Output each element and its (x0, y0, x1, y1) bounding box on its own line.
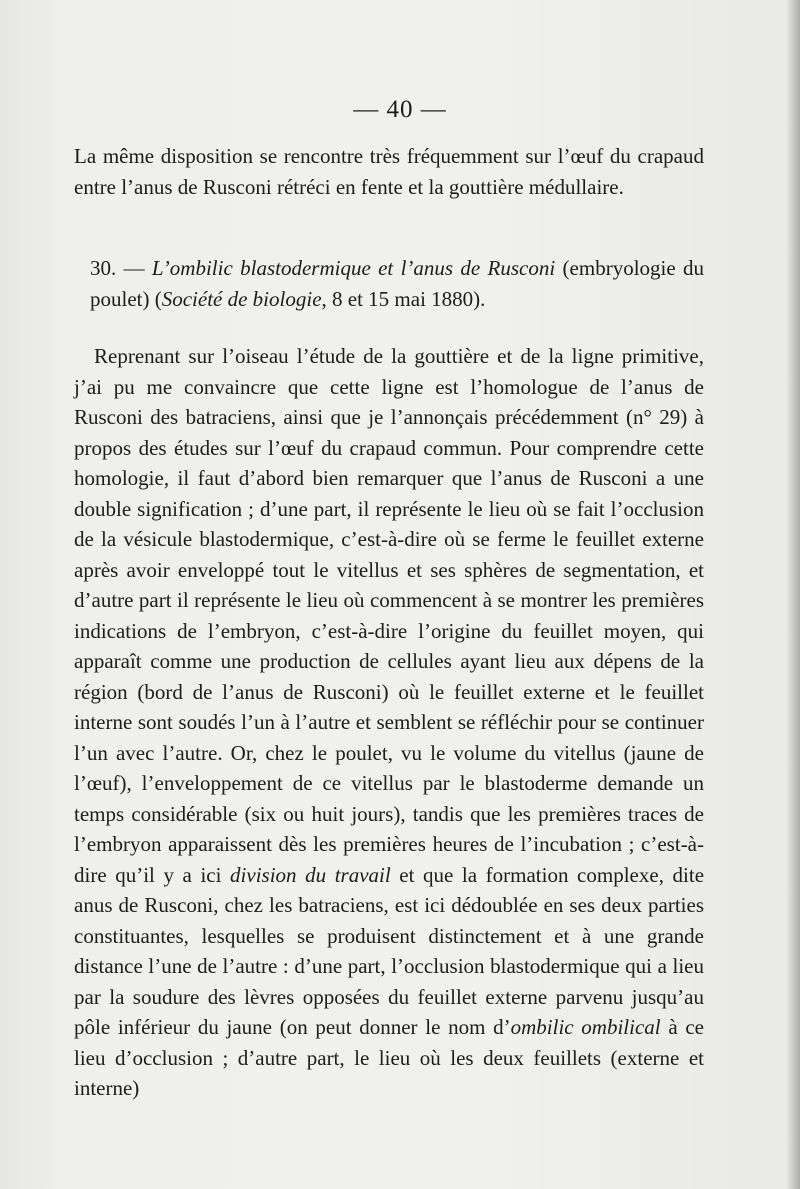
paragraph-1: La même disposition se rencontre très fréquemment sur l’œuf du crapaud entre l’anus de Rusconi rétréci en fente et la gouttière médullaire. (74, 144, 704, 199)
paragraph-main (74, 341, 704, 1104)
section-number: 30. — (90, 256, 145, 280)
page-edge-shadow (786, 0, 800, 1189)
section-subtitle: (embryologie du poulet) ( (90, 256, 705, 311)
section-heading (90, 253, 704, 314)
section-date: , 8 et 15 mai 1880). (321, 286, 486, 311)
section-title: L’ombilic blastodermique et l’anus de Rusconi (151, 256, 556, 280)
section-source: Société de biologie (161, 286, 322, 311)
paragraph-main-part3: à ce lieu d’occlusion ; d’autre part, le lieu où les deux feuillets (externe et interne) (74, 1015, 705, 1100)
italic-ombilic-ombilical: ombilic ombilical (510, 1015, 661, 1039)
page-number: — 40 — (353, 96, 447, 123)
italic-division-du-travail: division du travail (230, 862, 391, 887)
paragraph-main-part2: et que la formation complexe, dite anus de Rusconi, chez les batraciens, est ici dédoublée en ses deux parties constituantes, lesquelles se produisent distinctement et à une grande distance l’une de l’autre : d’une part, l’occlusion blastodermique qui a lieu par la soudure des lèvres opposées du feuillet externe parvenu jusqu’au pôle inférieur du jaune (on peut donner le nom d’ (74, 862, 705, 1039)
paragraph-main-part1: Reprenant sur l’oiseau l’étude de la gouttière et de la ligne primitive, j’ai pu me convaincre que cette ligne est l’homologue de l’anus de Rusconi des batraciens, ainsi que je l’annonçais précédemment (n° 29) à propos des études sur l’œuf du crapaud commun. Pour comprendre cette homologie, il faut d’abord bien remarquer que l’anus de Rusconi a une double signification ; d’une part, il représente le lieu où se fait l’occlusion de la vésicule blastodermique, c’est-à-dire où se ferme le feuillet externe après avoir enveloppé tout le vitellus et ses sphères de segmentation, et d’autre part il représente le lieu où commencent à se montrer les premières indications de l’embryon, c’est-à-dire l’origine du feuillet moyen, qui apparaît comme une production de cellules ayant lieu aux dépens de la région (bord de l’anus de Rusconi) où le feuillet externe et le feuillet interne sont soudés l’un à l’autre et semblent se réfléchir pour se continuer l’un avec l’autre. Or, chez le poulet, vu le volume du vitellus (jaune de l’œuf), l’enveloppement de ce vitellus par le blastoderme demande un temps considérable (six ou huit jours), tandis que les premières traces de l’embryon apparaissent dès les premières heures de l’incubation ; c’est-à-dire qu’il y a ici (74, 344, 704, 887)
